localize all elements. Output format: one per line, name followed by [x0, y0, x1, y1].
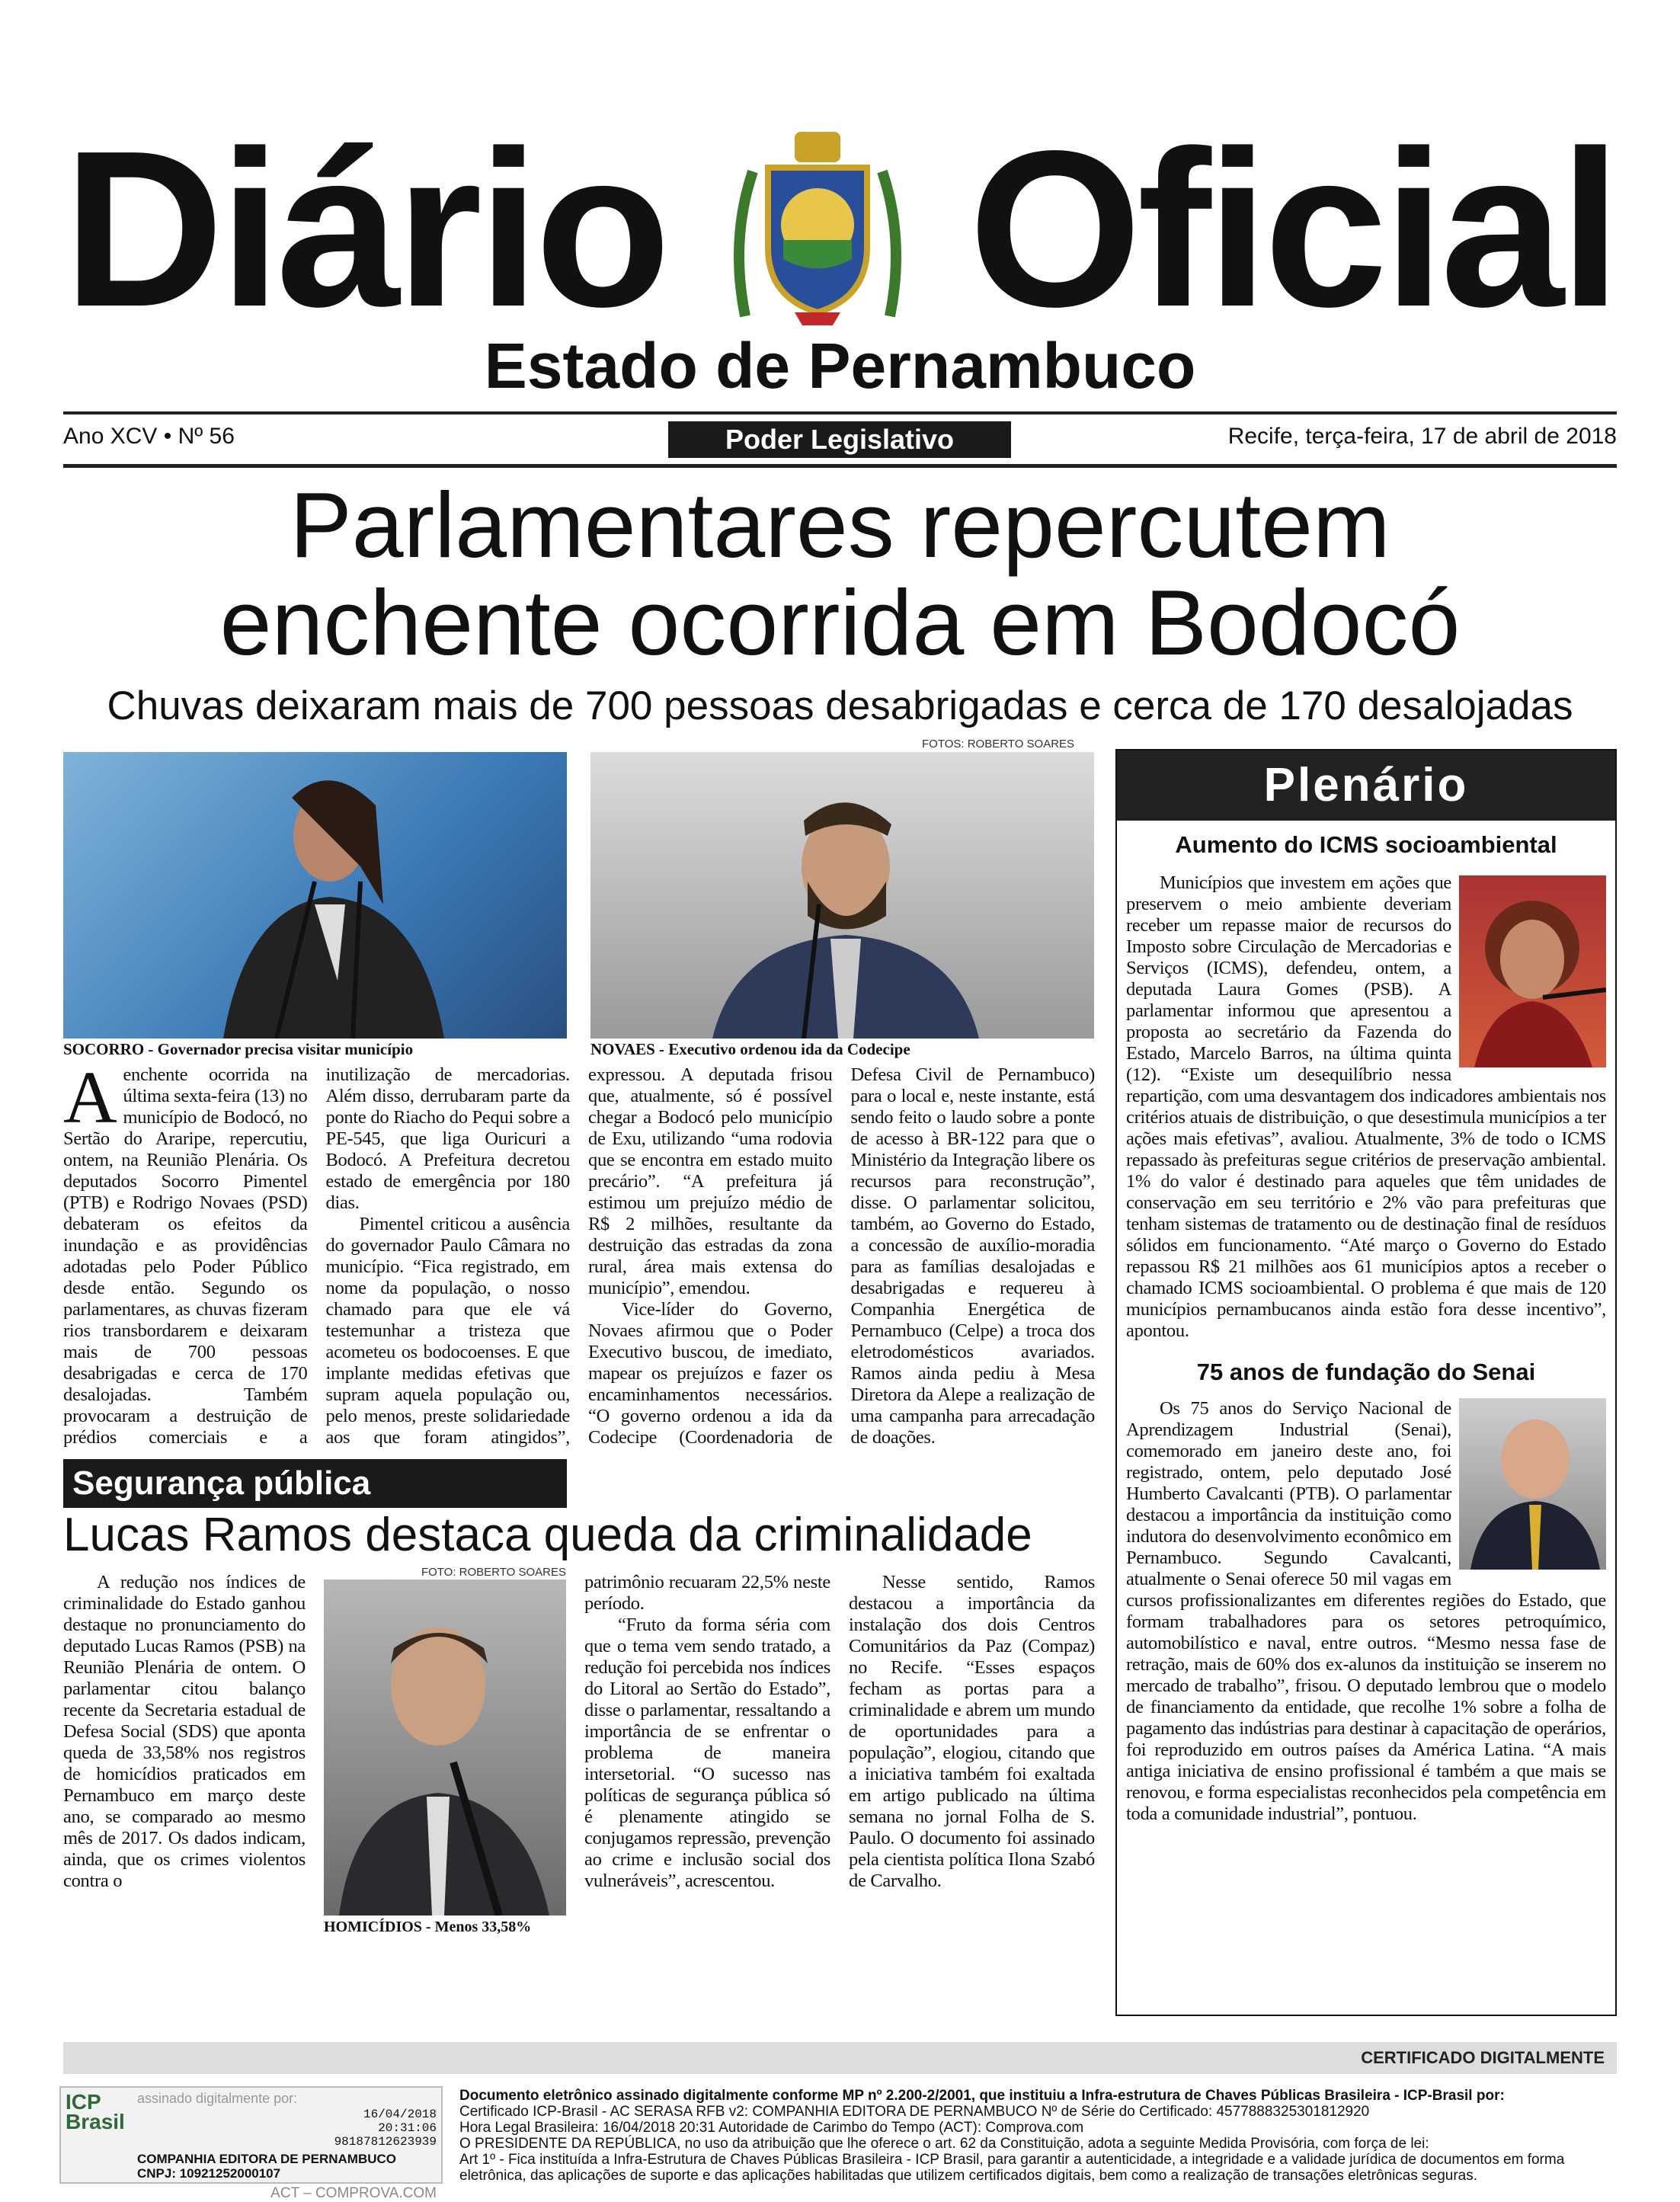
article-text: A redução nos índices de criminalidade do Estado ganhou destaque no pronunciamento do deputado Lucas Ramos (PSB) na Reunião Plenária de ontem. O parlamentar citou balanço recente da Secretaria estadual de Defesa Social (SDS) que aponta queda de 33,58% nos registros de homicídios praticados em Pernambuco em março deste ano, se comparado ao mesmo mês de 2017. Os dados indicam, ainda, que os crimes violentos contra o [63, 1572, 306, 1891]
photo-credit: FOTOS: ROBERTO SOARES [922, 738, 1075, 751]
certificate-line: Certificado ICP-Brasil - AC SERASA RFB v2: COMPANHIA EDITORA DE PERNAMBUCO Nº de Série do Certificado: 4577888325301812920 [459, 2104, 1370, 2120]
photo-credit: FOTO: ROBERTO SOARES [421, 1566, 566, 1579]
photo-jose-humberto [1459, 1398, 1606, 1570]
article-text: Municípios que investem em ações que preservem o meio ambiente deveriam receber um repasse maior de recursos do Imposto sobre Circulação de Mercadorias e Serviços (ICMS), defendeu, ontem, a deputada Laura Gomes (PSB). A parlamentar informou que apresentou a proposta ao secretário da Fazenda do Estado, Marcelo Barros, na última quinta (12). “Existe um desequilíbrio nessa repartição, com uma desvantagem dos indicadores ambientais nos critérios atuais de distribuição, o que desestimula municípios a ter ações mais efetivas”, avaliou. Atualmente, 3% de todo o ICMS repassado às prefeituras segue critérios de preservação ambiental. 1% do valor é destinado para aqueles que têm unidades de conservação em seu território e 2% vão para prefeituras que tenham sistemas de tratamento ou de destinação final de resíduos sólidos em funcionamento. “Até março o Governo do Estado repassou R$ 21 milhões aos 61 municípios aptos a receber o chamado ICMS socioambiental. O problema é que mais de 120 municípios pernambucanos ainda estão fora desse incentivo”, apontou. [1126, 872, 1606, 1341]
masthead-title-left: Diário [63, 104, 667, 353]
main-headline [0, 473, 1680, 674]
certificate-line: Hora Legal Brasileira: 16/04/2018 20:31 Autoridade de Carimbo do Tempo (ACT): Comprova.com [459, 2120, 1084, 2136]
divider [63, 411, 1617, 414]
photo-caption: SOCORRO - Governador precisa visitar município [63, 1040, 414, 1058]
headline-line: enchente ocorrida em Bodocó [219, 571, 1461, 674]
certificate-text [459, 2088, 1618, 2184]
footer [0, 2042, 1680, 2201]
photo-laura-gomes [1459, 875, 1606, 1067]
article-body [584, 1566, 1095, 1936]
section-badge: Poder Legislativo [668, 421, 1011, 458]
certificate-line: Art 1º - Fica instituída a Infra-Estrutura de Chaves Públicas Brasileira - ICP Brasil, para garantir a autenticidade, a integridade e a validade jurídica de documentos em forma eletrônica, das aplicações de suporte e das aplicações habilitadas que utilizem certificados digitais, bem como a realização de transações eletrônicas seguras. [459, 2152, 1565, 2184]
drop-cap: A [63, 1057, 117, 1139]
article-text: Os 75 anos do Serviço Nacional de Aprendizagem Industrial (Senai), comemorado em janeiro deste ano, foi registrado, ontem, pelo deputado José Humberto Cavalcanti (PTB). O parlamentar destacou a importância da instituição como indutora do desenvolvimento econômico em Pernambuco. Segundo Cavalcanti, atualmente o Senai oferece 50 mil vagas em cursos profissionalizantes em diferentes regiões do Estado, que formam trabalhadores para os setores petroquímico, automobilístico e naval, entre outros. “Mesmo nessa fase de retração, mais de 60% dos ex-alunos da instituição se inserem no mercado de trabalho”, frisou. O deputado lembrou que o modelo de financiamento da entidade, que recolhe 1% sobre a folha de pagamento das indústrias para destinar à capacitação de operários, foi reproduzido em outros países da América Latina. “A mais antiga iniciativa de ensino profissional é também a que mais se renovou, e forma especialistas reconhecidos pela competência em toda a comunidade industrial”, pontuou. [1126, 1398, 1606, 1824]
issue-date: Recife, terça-feira, 17 de abril de 2018 [1227, 424, 1617, 449]
main-article-body [63, 1057, 1095, 1448]
masthead-subtitle: Estado de Pernambuco [484, 330, 1196, 402]
article-paragraph: patrimônio recuaram 22,5% neste período. [584, 1572, 830, 1614]
subheadline: Chuvas deixaram mais de 700 pessoas desabrigadas e cerca de 170 desalojadas [107, 683, 1573, 728]
divider [63, 464, 1617, 468]
photo-rodrigo-novaes [590, 752, 1094, 1039]
article-title: 75 anos de fundação do Senai [1196, 1359, 1536, 1385]
article-paragraph: Vice-líder do Governo, Novaes afirmou que o Poder Executivo buscou, de imediato, mapear os prejuízos e fazer os encaminhamentos necessários. “O governo ordenou a ida da Codecipe (Coordenadoria de Defesa Civil de Pernambuco) para o local e, neste instante, está sendo feito o laudo sobre a ponte de acesso à BR-122 para que o Ministério da Integração libere os recursos para reconstrução”, disse. O parlamentar solicitou, também, ao Governo do Estado, a concessão de auxílio-moradia para as famílias desalojadas e desabrigadas e requereu à Companhia Energética de Pernambuco (Celpe) a troca dos eletrodomésticos avariados. Ramos ainda pediu à Mesa Diretora da Alepe a realização de uma campanha para arrecadação de doações. [588, 1064, 1095, 1448]
signature-timestamp: 16/04/2018 20:31:06 98187812623939 [334, 2108, 437, 2149]
certified-banner: CERTIFICADO DIGITALMENTE [63, 2042, 1617, 2074]
photo-lucas-ramos [324, 1579, 566, 1916]
photo-socorro-pimentel [63, 752, 567, 1039]
certificate-line: Documento eletrônico assinado digitalmente conforme MP nº 2.200-2/2001, que instituiu a Infra-estrutura de Chaves Públicas Brasileira - ICP-Brasil por: [459, 2088, 1505, 2104]
security-photo-column [324, 1566, 566, 1936]
edition-number: Ano XCV • Nº 56 [63, 424, 235, 449]
act-label: ACT – COMPROVA.COM [270, 2185, 437, 2201]
photo-caption: NOVAES - Executivo ordenou ida da Codecipe [590, 1040, 910, 1058]
certificate-line: O PRESIDENTE DA REPÚBLICA, no uso da atribuição que lhe oferece o art. 62 da Constituição, adota a seguinte Medida Provisória, com força de lei: [459, 2136, 1429, 2152]
signature-stamp [59, 2086, 443, 2201]
plenario-title: Plenário [1117, 751, 1615, 821]
photo-caption: HOMICÍDIOS - Menos 33,58% [324, 1919, 532, 1935]
signer-info: COMPANHIA EDITORA DE PERNAMBUCO CNPJ: 10921252000107 [137, 2152, 397, 2181]
article-paragraph: Nesse sentido, Ramos destacou a importância da instalação dos dois Centros Comunitários da Paz (Compaz) no Recife. “Esses espaços fecham as portas para a criminalidade e abrem um mundo de oportunidades para a população”, elogiou, citando que a iniciativa também foi exaltada em artigo publicado na última semana no jornal Folha de S. Paulo. O documento foi assinado pela cientista política Ilona Szabó de Carvalho. [849, 1572, 1095, 1891]
icp-brasil-logo: ICP Brasil [66, 2090, 125, 2133]
coat-of-arms-icon [722, 126, 913, 331]
headline-line: Parlamentares repercutem [290, 473, 1390, 577]
article-paragraph: enchente ocorrida na última sexta-feira (13) no município de Bodocó, no Sertão do Araripe, repercutiu, ontem, na Reunião Plenária. Os deputados Socorro Pimentel (PTB) e Rodrigo Novaes (PSD) debateram os efeitos da inundação e as providências adotadas pelo Poder Público desde então. Segundo os parlamentares, as chuvas fizeram rios transbordarem e deixaram mais de 700 pessoas desabrigadas e cerca de 170 desalojadas. Também provocaram a destruição de prédios comerciais e a inutilização de mercadorias. Além disso, derrubaram parte da ponte do Riacho do Pequi sobre a PE-545, que liga Ouricuri a Bodocó. A Prefeitura decretou estado de emergência por 180 dias. [63, 1064, 570, 1448]
article-headline: Lucas Ramos destaca queda da criminalidade [63, 1509, 1032, 1561]
article-paragraph: “Fruto da forma séria com que o tema vem sendo tratado, a redução foi percebida nos índices do Litoral ao Sertão do Estado”, disse o parlamentar, ressaltando a importância de se enfrentar o problema de maneira intersetorial. “O sucesso nas políticas de segurança pública só é plenamente atingido se conjugamos repressão, prevenção ao crime e inclusão social dos vulneráveis”, acrescentou. [584, 1615, 830, 1891]
article-title: Aumento do ICMS socioambiental [1175, 831, 1557, 858]
signed-by-label: assinado digitalmente por: [137, 2091, 298, 2106]
left-content [63, 1057, 1095, 1936]
article-paragraph: Pimentel criticou a ausência do governador Paulo Câmara no município. “Fica registrado, em nome da população, o nosso chamado para que ele vá testemunhar a tristeza que acometeu os bodocoenses. E que implante medidas efetivas que supram aquela população ou, pelo menos, preste solidariedade aos que foram atingidos”, expressou. A deputada frisou que, atualmente, só é possível chegar a Bodocó pelo município de Exu, utilizando “uma rodovia que se encontra em estado muito precário”. “A prefeitura já estimou um prejuízo médio de R$ 2 milhões, resultante da destruição das estradas da zona rural, área mais extensa do município”, emendou. [325, 1064, 833, 1448]
masthead-title-right: Oficial [968, 104, 1617, 353]
masthead [63, 104, 1617, 353]
section-header: Segurança pública [63, 1459, 567, 1508]
security-article [63, 1566, 1095, 1936]
plenario-box [1115, 749, 1617, 2016]
